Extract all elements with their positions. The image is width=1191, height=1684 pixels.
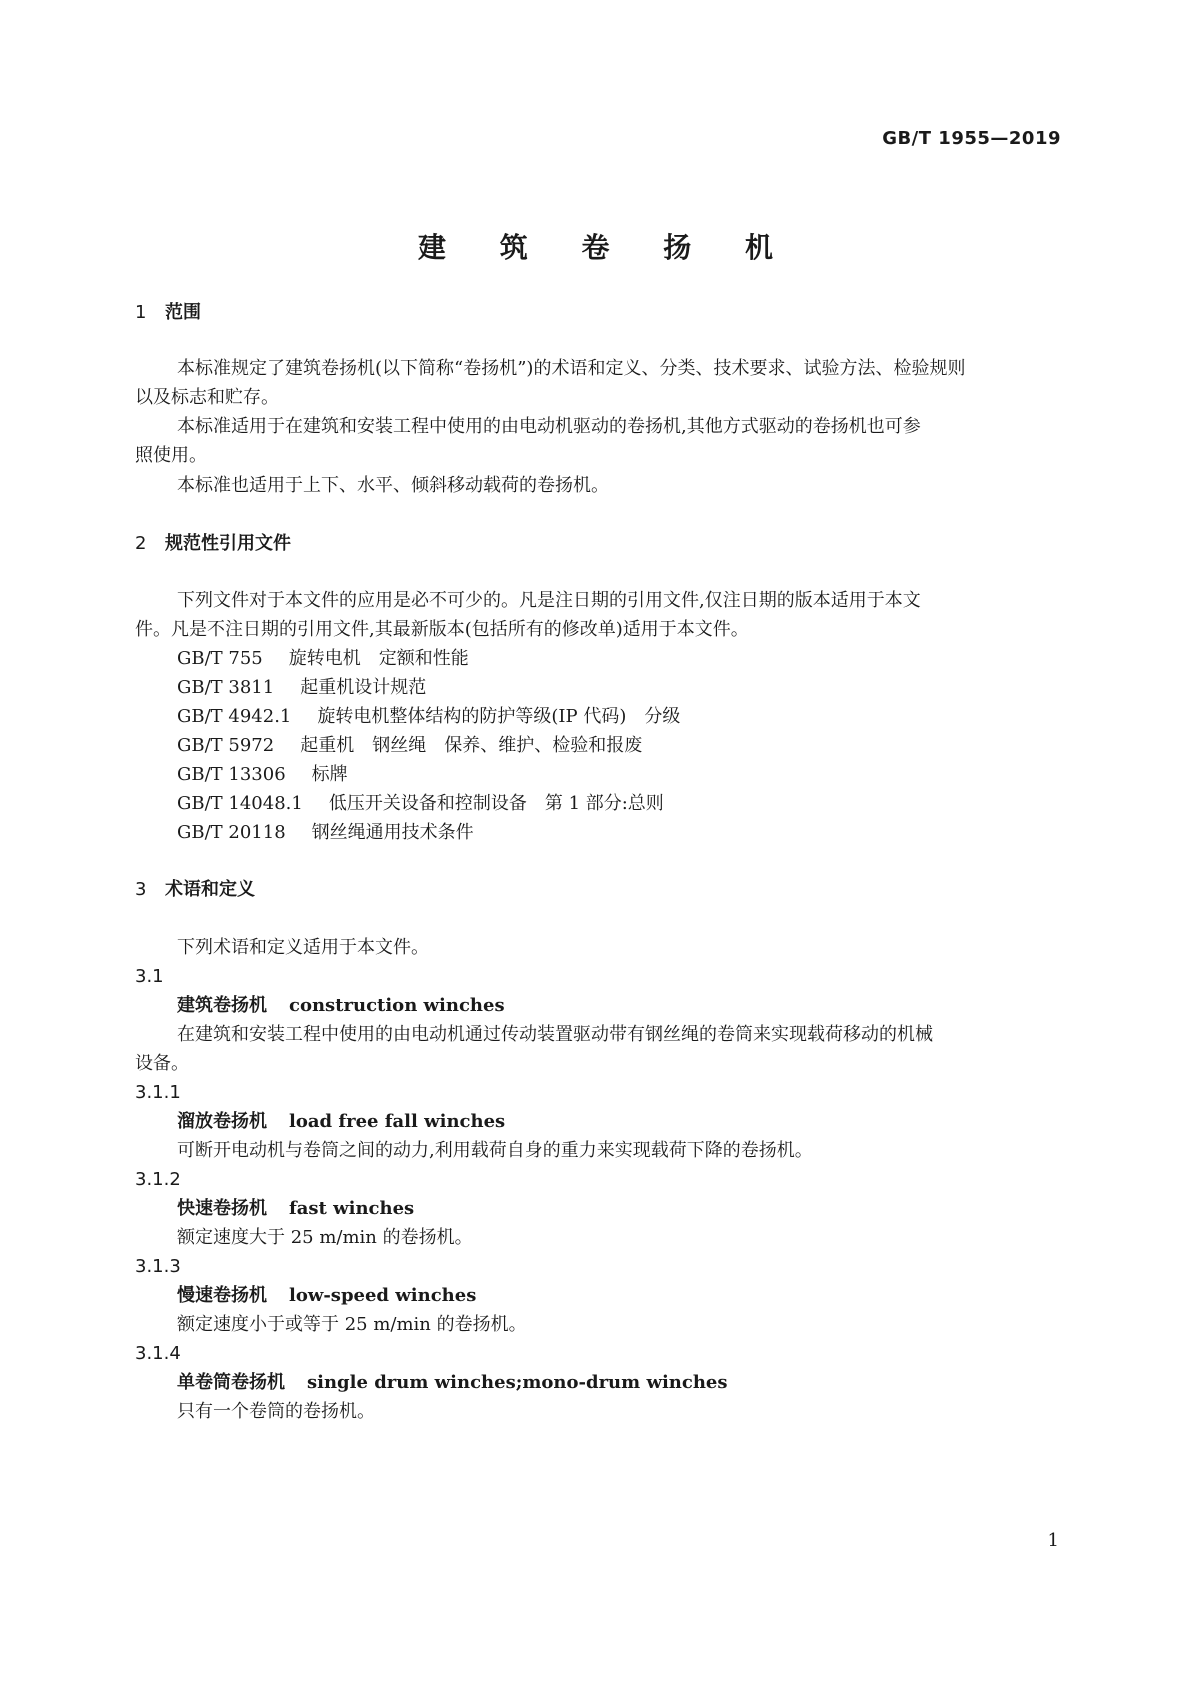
- definition-line: 在建筑和安装工程中使用的由电动机通过传动装置驱动带有钢丝绳的卷筒来实现载荷移动的机械: [177, 1024, 933, 1045]
- section-3-heading: [135, 877, 1065, 903]
- definition-line: 额定速度小于或等于 25 m/min 的卷扬机。: [177, 1314, 527, 1335]
- section-title: 术语和定义: [165, 879, 255, 900]
- section-number: 1: [135, 302, 147, 323]
- section-title: 规范性引用文件: [165, 533, 291, 554]
- reference-code: GB/T 755: [177, 648, 263, 669]
- definition-line: 设备。: [135, 1053, 189, 1074]
- reference-item: [177, 762, 1107, 788]
- term-zh: 单卷筒卷扬机: [177, 1372, 285, 1393]
- reference-title: 钢丝绳通用技术条件: [311, 822, 474, 843]
- section-number: 2: [135, 533, 147, 554]
- term-zh: 溜放卷扬机: [177, 1111, 267, 1132]
- standard-number: GB/T 1955—2019: [882, 128, 1061, 149]
- term-en: fast winches: [289, 1198, 415, 1219]
- document-title: 建 筑 卷 扬 机: [418, 231, 795, 264]
- clause-number: 3.1.2: [135, 1169, 181, 1190]
- section-number: 3: [135, 879, 147, 900]
- term-heading: [177, 1109, 1107, 1135]
- reference-title: 起重机设计规范: [300, 677, 427, 698]
- paragraph-line: 本标准也适用于上下、水平、倾斜移动载荷的卷扬机。: [177, 475, 609, 496]
- section-1-heading: [135, 300, 1065, 326]
- reference-item: [177, 704, 1107, 730]
- reference-item: [177, 791, 1107, 817]
- term-zh: 慢速卷扬机: [177, 1285, 267, 1306]
- term-zh: 建筑卷扬机: [177, 995, 267, 1016]
- term-heading: [177, 1370, 1107, 1396]
- term-en: single drum winches;mono-drum winches: [307, 1372, 728, 1393]
- definition-line: 额定速度大于 25 m/min 的卷扬机。: [177, 1227, 473, 1248]
- reference-code: GB/T 5972: [177, 735, 275, 756]
- section-2-heading: [135, 531, 1065, 557]
- reference-item: [177, 820, 1107, 846]
- reference-code: GB/T 14048.1: [177, 793, 303, 814]
- page-number: 1: [1047, 1530, 1059, 1551]
- section-title: 范围: [165, 302, 201, 323]
- reference-title: 旋转电机整体结构的防护等级(IP 代码) 分级: [317, 706, 681, 727]
- paragraph-line: 本标准规定了建筑卷扬机(以下简称“卷扬机”)的术语和定义、分类、技术要求、试验方法、检验规则: [177, 358, 966, 379]
- term-en: load free fall winches: [289, 1111, 506, 1132]
- reference-item: [177, 733, 1107, 759]
- reference-title: 低压开关设备和控制设备 第 1 部分:总则: [328, 793, 664, 814]
- clause-number: 3.1.4: [135, 1343, 181, 1364]
- paragraph-line: 下列文件对于本文件的应用是必不可少的。凡是注日期的引用文件,仅注日期的版本适用于本文: [177, 590, 921, 611]
- reference-title: 标牌: [311, 764, 348, 785]
- term-zh: 快速卷扬机: [177, 1198, 267, 1219]
- clause-number: 3.1.1: [135, 1082, 181, 1103]
- clause-number: 3.1: [135, 966, 164, 987]
- reference-title: 起重机 钢丝绳 保养、维护、检验和报废: [300, 735, 643, 756]
- clause-number: 3.1.3: [135, 1256, 181, 1277]
- term-heading: [177, 1196, 1107, 1222]
- term-heading: [177, 1283, 1107, 1309]
- term-heading: [177, 993, 1107, 1019]
- reference-title: 旋转电机 定额和性能: [288, 648, 469, 669]
- paragraph-line: 下列术语和定义适用于本文件。: [177, 937, 429, 958]
- paragraph-line: 件。凡是不注日期的引用文件,其最新版本(包括所有的修改单)适用于本文件。: [135, 619, 749, 640]
- term-en: low-speed winches: [289, 1285, 477, 1306]
- reference-code: GB/T 4942.1: [177, 706, 292, 727]
- reference-code: GB/T 3811: [177, 677, 275, 698]
- definition-line: 只有一个卷筒的卷扬机。: [177, 1401, 375, 1422]
- reference-code: GB/T 20118: [177, 822, 286, 843]
- definition-line: 可断开电动机与卷筒之间的动力,利用载荷自身的重力来实现载荷下降的卷扬机。: [177, 1140, 813, 1161]
- reference-item: [177, 646, 1107, 672]
- paragraph-line: 本标准适用于在建筑和安装工程中使用的由电动机驱动的卷扬机,其他方式驱动的卷扬机也可参: [177, 416, 921, 437]
- reference-item: [177, 675, 1107, 701]
- paragraph-line: 照使用。: [135, 445, 207, 466]
- paragraph-line: 以及标志和贮存。: [135, 387, 279, 408]
- term-en: construction winches: [289, 995, 505, 1016]
- reference-code: GB/T 13306: [177, 764, 286, 785]
